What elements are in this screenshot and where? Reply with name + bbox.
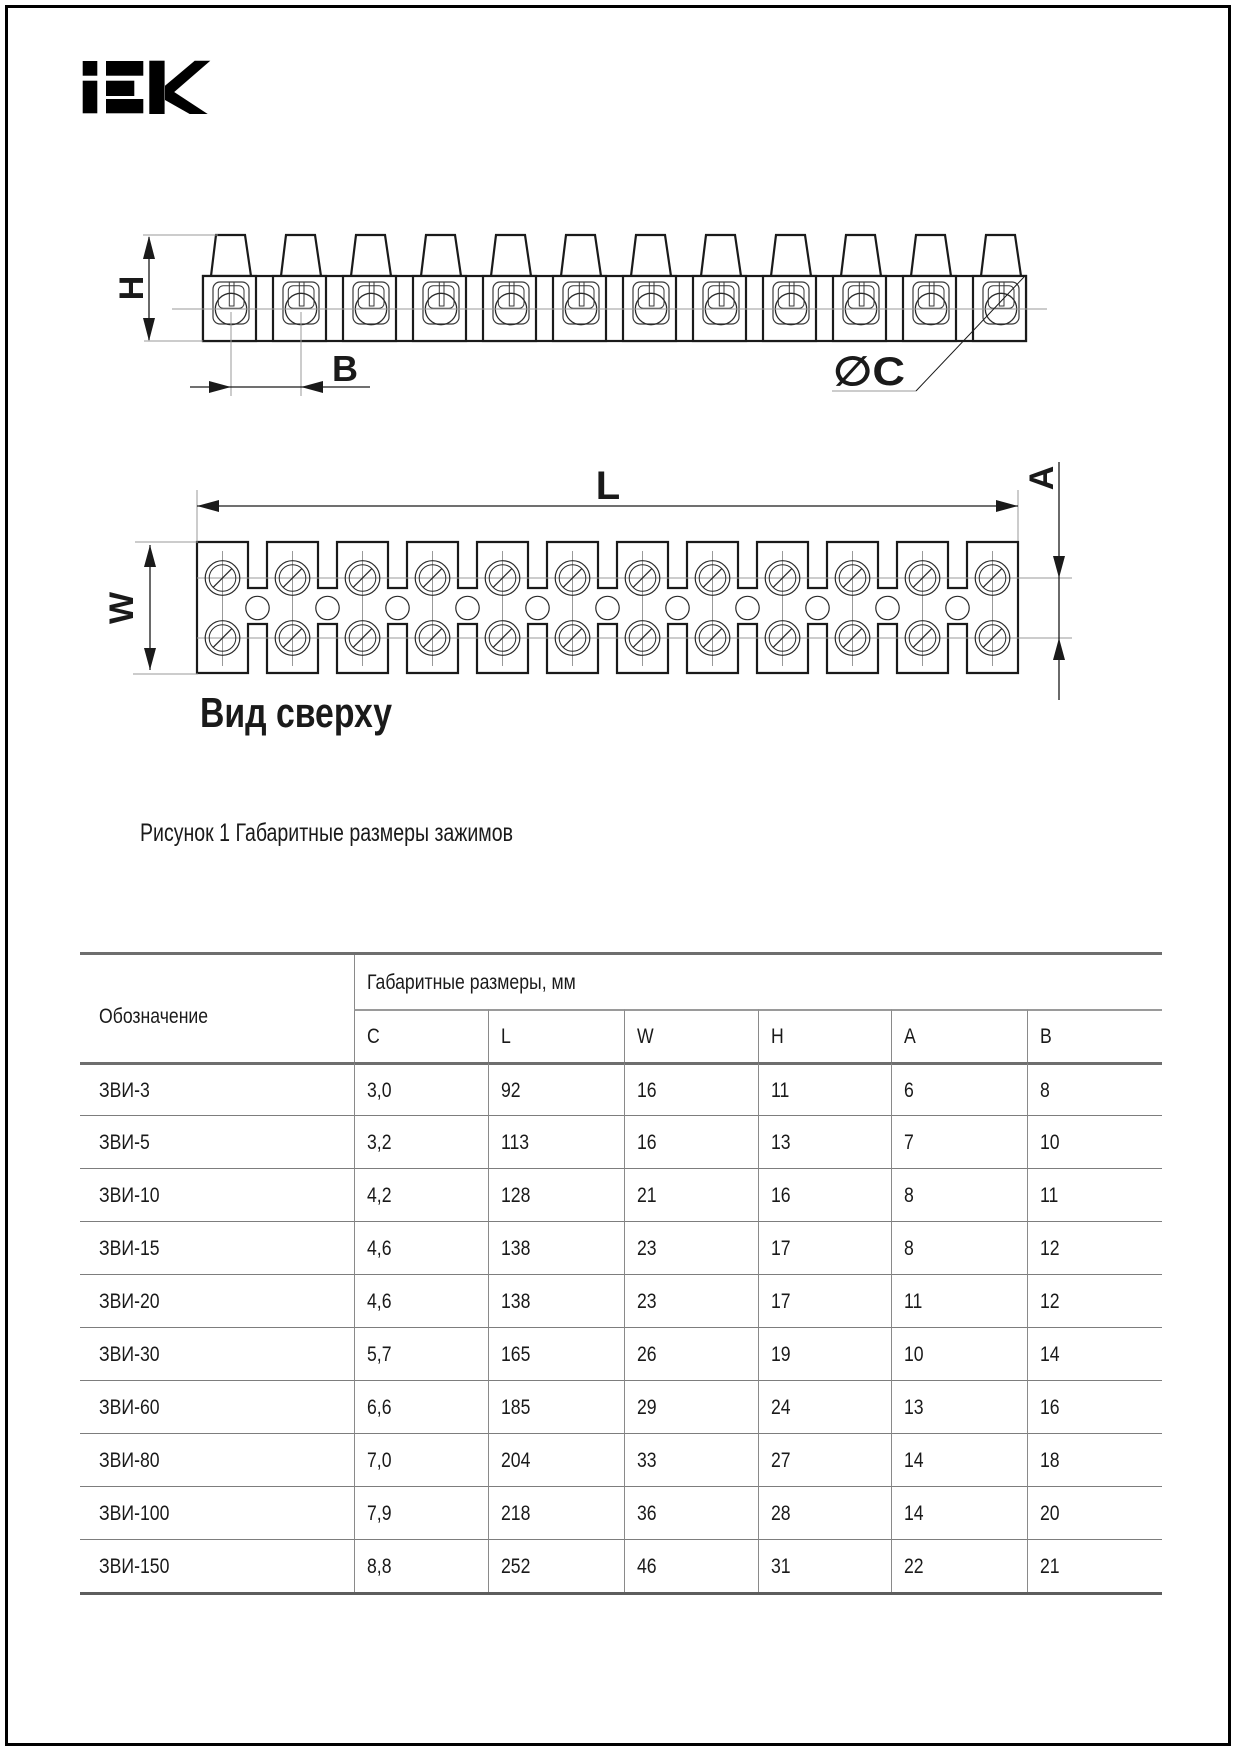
table-cell: 92: [488, 1062, 624, 1115]
dim-l: [197, 464, 1018, 541]
table-row-name: ЗВИ-150: [80, 1539, 354, 1592]
table-row-name: ЗВИ-15: [80, 1221, 354, 1274]
table-cell: 14: [891, 1486, 1027, 1539]
table-row-name: ЗВИ-80: [80, 1433, 354, 1486]
table-cell: 185: [488, 1380, 624, 1433]
table-cell: 138: [488, 1221, 624, 1274]
table-cell: 36: [624, 1486, 758, 1539]
table-row-name: ЗВИ-100: [80, 1486, 354, 1539]
table-cell: 18: [1027, 1433, 1162, 1486]
table-cell: 4,6: [354, 1274, 488, 1327]
dim-label-c: ∅C: [833, 350, 905, 394]
table-cell: 128: [488, 1168, 624, 1221]
table-cell: 22: [891, 1539, 1027, 1592]
table-cell: 12: [1027, 1274, 1162, 1327]
table-cell: 21: [1027, 1539, 1162, 1592]
table-cell: 8: [1027, 1062, 1162, 1115]
table-cell: 7: [891, 1115, 1027, 1168]
table-row-name: ЗВИ-10: [80, 1168, 354, 1221]
table-cell: 138: [488, 1274, 624, 1327]
table-cell: 23: [624, 1221, 758, 1274]
table-cell: 23: [624, 1274, 758, 1327]
table-cell: 33: [624, 1433, 758, 1486]
table-cell: 27: [758, 1433, 891, 1486]
table-cell: 8: [891, 1221, 1027, 1274]
table-cell: 26: [624, 1327, 758, 1380]
column-header-l: L: [488, 1009, 624, 1062]
table-cell: 21: [624, 1168, 758, 1221]
top-view-label: Вид сверху: [200, 689, 393, 736]
table-cell: 4,2: [354, 1168, 488, 1221]
table-cell: 20: [1027, 1486, 1162, 1539]
table-cell: 11: [758, 1062, 891, 1115]
table-cell: 24: [758, 1380, 891, 1433]
table-row-name: ЗВИ-3: [80, 1062, 354, 1115]
column-header-c: C: [354, 1009, 488, 1062]
table-cell: 7,0: [354, 1433, 488, 1486]
table-cell: 7,9: [354, 1486, 488, 1539]
table-cell: 16: [624, 1062, 758, 1115]
table-header-designation: Обозначение: [99, 1005, 209, 1028]
dim-w: [103, 542, 198, 674]
table-cell: 113: [488, 1115, 624, 1168]
table-cell: 8,8: [354, 1539, 488, 1592]
table-cell: 165: [488, 1327, 624, 1380]
table-row-name: ЗВИ-20: [80, 1274, 354, 1327]
column-header-h: H: [758, 1009, 891, 1062]
table-cell: 5,7: [354, 1327, 488, 1380]
table-cell: 204: [488, 1433, 624, 1486]
table-cell: 218: [488, 1486, 624, 1539]
table-cell: 31: [758, 1539, 891, 1592]
column-header-b: B: [1027, 1009, 1162, 1062]
column-header-a: A: [891, 1009, 1027, 1062]
table-cell: 11: [1027, 1168, 1162, 1221]
table-cell: 8: [891, 1168, 1027, 1221]
dim-a: [1023, 462, 1065, 700]
table-cell: 17: [758, 1274, 891, 1327]
table-cell: 3,2: [354, 1115, 488, 1168]
table-row-name: ЗВИ-60: [80, 1380, 354, 1433]
table-cell: 4,6: [354, 1221, 488, 1274]
table-cell: 16: [1027, 1380, 1162, 1433]
dim-label-l: L: [595, 464, 621, 508]
table-cell: 12: [1027, 1221, 1162, 1274]
table-cell: 6,6: [354, 1380, 488, 1433]
table-cell: 13: [758, 1115, 891, 1168]
dim-label-h: H: [113, 275, 151, 301]
table-cell: 14: [891, 1433, 1027, 1486]
table-cell: 11: [891, 1274, 1027, 1327]
table-header-dimensions: Габаритные размеры, мм: [354, 955, 1162, 1009]
table-cell: 46: [624, 1539, 758, 1592]
figure-caption: Рисунок 1 Габаритные размеры зажимов: [140, 819, 513, 847]
table-cell: 28: [758, 1486, 891, 1539]
dim-label-b: B: [332, 348, 358, 389]
table-cell: 19: [758, 1327, 891, 1380]
table-row-name: ЗВИ-5: [80, 1115, 354, 1168]
table-cell: 13: [891, 1380, 1027, 1433]
side-view: [113, 235, 1047, 396]
table-cell: 252: [488, 1539, 624, 1592]
dim-label-a: A: [1023, 465, 1061, 491]
table-cell: 16: [624, 1115, 758, 1168]
top-view: [103, 462, 1072, 736]
column-header-w: W: [624, 1009, 758, 1062]
dim-label-w: W: [103, 591, 141, 625]
table-cell: 6: [891, 1062, 1027, 1115]
table-cell: 3,0: [354, 1062, 488, 1115]
table-cell: 17: [758, 1221, 891, 1274]
table-cell: 29: [624, 1380, 758, 1433]
table-row-name: ЗВИ-30: [80, 1327, 354, 1380]
table-cell: 10: [891, 1327, 1027, 1380]
dimensions-table: [80, 952, 1162, 1595]
table-cell: 14: [1027, 1327, 1162, 1380]
table-cell: 10: [1027, 1115, 1162, 1168]
table-cell: 16: [758, 1168, 891, 1221]
